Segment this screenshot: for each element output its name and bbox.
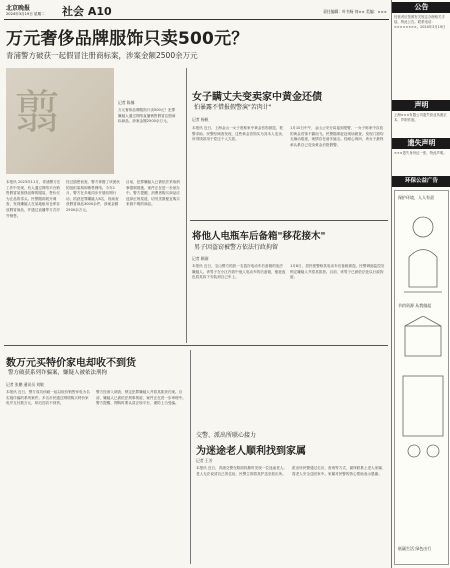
story4-byline: 记者 张鹏 通讯员 刘敏	[6, 382, 44, 387]
paper-name: 北京晚报	[6, 5, 31, 12]
story2-subhead: 怕暴露不惜报假警演"苦肉计"	[194, 104, 272, 111]
ad-slogan-1: 保护环境，人人有责	[398, 195, 434, 200]
paper-date: 2024年3月19日 星期二	[6, 12, 45, 16]
ad-title: 环保公益广告	[392, 176, 450, 187]
section-rule	[190, 220, 388, 221]
ad-bottom-slogan: 低碳生活 绿色出行	[398, 546, 432, 551]
story3-headline: 将他人电瓶车后备箱"移花接木"	[192, 231, 326, 242]
statement-title: 声明	[392, 100, 450, 111]
story4-headline: 数万元买特价家电却收不到货	[6, 358, 136, 369]
story4-subhead: 警方破获系列诈骗案，嫌疑人被依法刑拘	[8, 370, 108, 376]
notice-text: 经营者应按照有关规定办理相关手续，特此公告。联系电话：××××××××。2024年3月19日	[394, 15, 446, 29]
lead-byline: 记者 陈楠	[118, 100, 135, 105]
story5-byline: 记者 王芳	[196, 458, 213, 463]
story3-subhead: 男子因盗窃被警方依法行政拘留	[194, 244, 279, 251]
photo-caption: 万元奢侈品牌服饰只卖500元？犯罪嫌疑人通过网络直播销售假冒注册商标商品，涉案金额2500余万元。	[118, 108, 176, 124]
classifieds-sidebar	[391, 0, 450, 568]
story2-col-2: 1月10日中午，金山公安分局接到报警，一女子称家中存放的黄金首饰不翼而飞。民警随即赶赴现场勘查，发现门窗均无撬动痕迹，案情存在诸多疑点。经耐心询问，该女子最终承认系自己变卖黄金后报假警。	[290, 126, 384, 147]
mid-rule	[4, 345, 388, 346]
statement-text: 上海×××有限公司遗失营业执照正本，声明作废。	[394, 113, 447, 122]
story4-col-2: 警方经深入调查，锁定犯罪嫌疑人并将其抓获归案。目前，嫌疑人已被依法刑事拘留，案件正在进一步审理中。警方提醒，网购时要认清正规平台，谨防上当受骗。	[96, 390, 186, 406]
story5-subhead: 交警、派出所联心接力	[196, 432, 257, 439]
lead-col-1: 本报讯 2023年11月，青浦警方在工作中发现，有人通过网络平台销售假冒某奢侈品牌的服装，售价仅为正品的零头。民警随即展开调查，发现嫌疑人在某地租用仓库存放假冒商品，并通过直播等方式对外销售。	[6, 180, 61, 218]
story4-col-1: 本报讯 近日，警方成功侦破一起以低价销售家电为名实施诈骗的系列案件。多名市民通过网络购买特价家电并支付数万元，却迟迟收不到货。	[6, 390, 90, 406]
notice-title: 公告	[392, 2, 450, 13]
editor-line: 责任编辑：叶书杨 何×× 美编：×××	[323, 9, 387, 14]
ad-illustration-bottom	[399, 316, 447, 476]
story2-headline: 女子瞒丈夫变卖家中黄金还债	[192, 92, 322, 103]
photo-calligraphy: 翦	[14, 85, 60, 139]
story2-byline: 记者 杨帆	[192, 117, 209, 122]
lost-text: ×××遗失身份证一张，特此声明。	[394, 151, 447, 155]
ad-illustration-top	[399, 207, 447, 297]
column-divider-2	[190, 350, 191, 564]
story2-col-1: 本报讯 近日，上海金山一女子谎称家中黄金首饰被盗，报警求助。民警经调查发现，这些黄金首饰实为其本人变卖，所得钱款用于偿还个人欠款。	[192, 126, 286, 142]
eco-ad	[394, 190, 449, 565]
story3-col-1: 本报讯 近日，宝山警方抓获一名盗窃电动车后备箱的违法嫌疑人。该男子在小区内看中他人电动车的后备箱，便趁夜色将其拆下安装到自己车上。	[192, 264, 286, 280]
ad-slogan-2: 节约资源 从我做起	[398, 303, 432, 308]
lead-col-3: 目前，犯罪嫌疑人已被依法采取刑事强制措施，案件正在进一步侦办中。警方提醒，消费者购买商品应选择正规渠道，切勿贪图便宜购买来源不明的商品。	[126, 180, 180, 207]
lost-title: 遗失声明	[392, 138, 450, 149]
section-title: 社会 A10	[62, 5, 112, 18]
story5-headline: 为迷途老人顺利找到家属	[196, 446, 306, 457]
story5-col-2: 派出所民警通过走访、查询等方式，最终联系上老人家属，将老人安全送回家中。家属对民警的热心帮助表示感谢。	[292, 466, 386, 476]
lead-photo	[6, 68, 114, 174]
story5-col-1: 本报讯 近日，青浦交警在路面执勤时发现一位迷途老人。老人无法说清自己的住址，民警立即将其护送至派出所。	[196, 466, 287, 476]
lead-headline: 万元奢侈品牌服饰只卖500元？	[6, 29, 249, 49]
masthead	[4, 2, 389, 20]
column-divider	[186, 68, 187, 343]
story3-col-2: 1月8日，居民报警称其电动车后备箱被盗。民警调阅监控后锁定嫌疑人并将其抓获。目前，该男子已被依法处以行政拘留。	[290, 264, 385, 280]
lead-col-2: 经过缜密侦查，警方掌握了该团伙的组织架构和销售网络。今年1月，警方在多地同步开展收网行动，抓获犯罪嫌疑人8名，现场查获假冒商品3000余件，涉案金额2500余万元。	[66, 180, 120, 212]
lead-subhead: 青浦警方破获一起假冒注册商标案，涉案金额2500余万元	[6, 51, 198, 60]
story3-byline: 记者 顾刚	[192, 256, 209, 261]
